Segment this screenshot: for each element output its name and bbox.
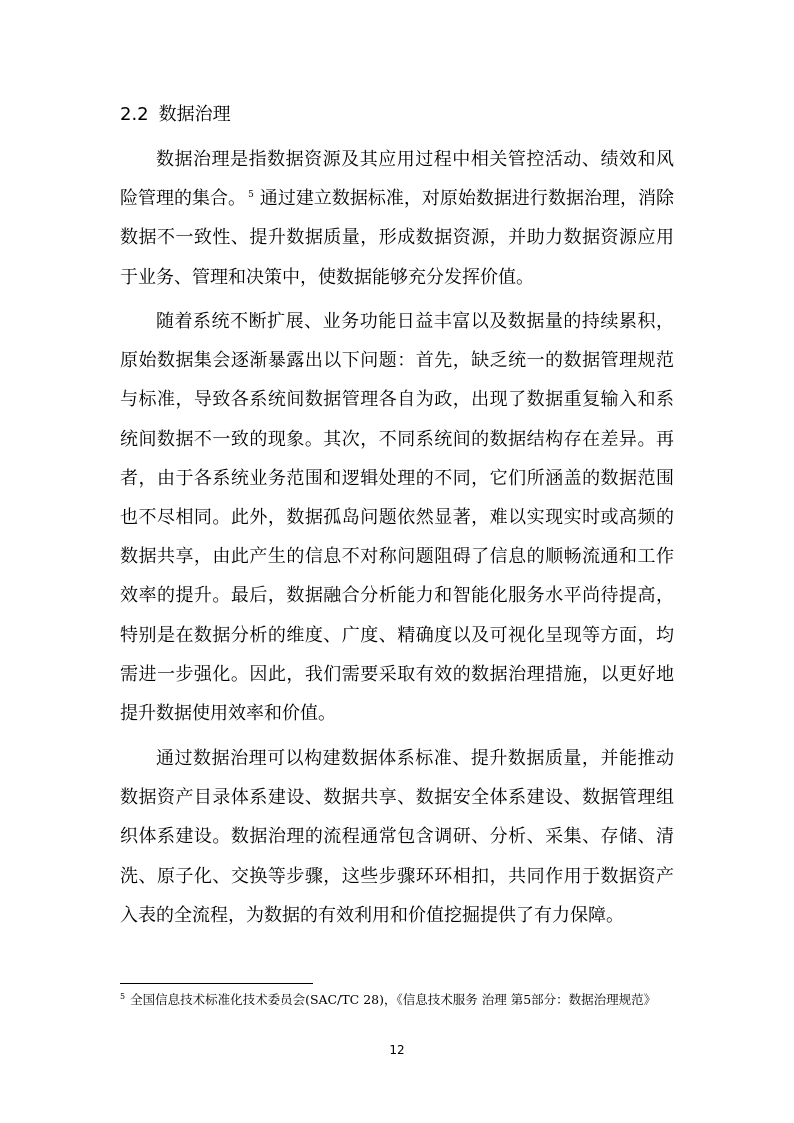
footnote-mark: 5 (120, 991, 126, 1001)
page-number: 12 (389, 1043, 405, 1057)
paragraph-definition (120, 140, 674, 297)
paragraph-process: 通过数据治理可以构建数据体系标准、提升数据质量，并能推动数据资产目录体系建设、数据共享、数据安全体系建设、数据管理组织体系建设。数据治理的流程通常包含调研、分析、采集、存储、清洗、原子化、交换等步骤，这些步骤环环相扣，共同作用于数据资产入表的全流程，为数据的有效利用和价值挖掘提供了有力保障。 (120, 748, 674, 926)
paragraph-problems: 随着系统不断扩展、业务功能日益丰富以及数据量的持续累积，原始数据集会逐渐暴露出以下问题：首先，缺乏统一的数据管理规范与标准，导致各系统间数据管理各自为政，出现了数据重复输入和系统间数据不一致的现象。其次，不同系统间的数据结构存在差异。再者，由于各系统业务范围和逻辑处理的不同，它们所涵盖的数据范围也不尽相同。此外，数据孤岛问题依然显著，难以实现实时或高频的数据共享，由此产生的信息不对称问题阻碍了信息的顺畅流通和工作效率的提升。最后，数据融合分析能力和智能化服务水平尚待提高，特别是在数据分析的维度、广度、精确度以及可视化呈现等方面，均需进一步强化。因此，我们需要采取有效的数据治理措施，以更好地提升数据使用效率和价值。 (120, 311, 674, 725)
section-heading (120, 100, 231, 130)
footnote-text: 全国信息技术标准化技术委员会(SAC/TC 28)，《信息技术服务 治理 第5部分：数据治理规范》 (130, 992, 657, 1007)
section-title: 数据治理 (158, 104, 231, 125)
footnote-divider (120, 983, 313, 984)
footnote-reference[interactable]: 5 (248, 190, 254, 201)
footnote (120, 990, 674, 1010)
section-number: 2.2 (120, 104, 149, 125)
paragraph-text: 数据治理是指数据资源及其应用过程中相关管控活动、绩效和风险管理的集合。 (120, 149, 674, 210)
paragraph-text: 通过建立数据标准，对原始数据进行数据治理，消除数据不一致性、提升数据质量，形成数据资源，并助力数据资源应用于业务、管理和决策中，使数据能够充分发挥价值。 (120, 188, 674, 288)
